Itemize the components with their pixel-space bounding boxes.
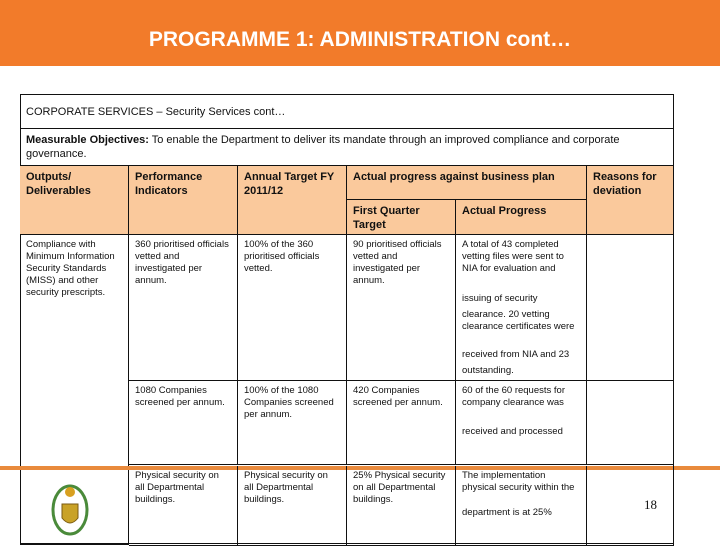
header-annual: Annual Target FY 2011/12 [238, 166, 347, 235]
actual-line: received from NIA and 23 [462, 349, 570, 360]
header-actual: Actual Progress [456, 200, 587, 235]
page-number: 18 [644, 497, 657, 512]
row2-actual [456, 381, 587, 465]
row1-annual: 100% of the 360 prioritised officials vetted. [238, 235, 347, 381]
row3-indicator: Physical security on all Departmental buildings. [129, 466, 238, 546]
actual-line: A total of 43 completed vetting files were sent to NIA for evaluation and [462, 239, 564, 274]
slide-title: PROGRAMME 1: ADMINISTRATION cont… [148, 28, 572, 51]
coat-of-arms-icon [50, 482, 90, 538]
actual-line: 60 of the 60 requests for company clearance was [462, 385, 565, 408]
header-progress: Actual progress against business plan [347, 166, 587, 200]
section-title: CORPORATE SERVICES – Security Services cont… [20, 94, 674, 129]
actual-line: received and processed [462, 426, 563, 437]
actual-line: The implementation physical security within the [462, 470, 575, 493]
row2-reasons [587, 381, 674, 465]
header-reasons: Reasons for deviation [587, 166, 674, 235]
row3-actual [456, 466, 587, 546]
row1-indicator: 360 prioritised officials vetted and investigated per annum. [129, 235, 238, 381]
row1-q1: 90 prioritised officials vetted and investigated per annum. [347, 235, 456, 381]
actual-line: issuing of security [462, 293, 538, 304]
output-cell: Compliance with Minimum Information Security Standards (MISS) and other security prescripts. [20, 235, 129, 545]
row2-q1: 420 Companies screened per annum. [347, 381, 456, 465]
actual-line: clearance. 20 vetting clearance certificates were [462, 309, 575, 332]
actual-line: department is at 25% [462, 507, 552, 518]
header-indicators: Performance Indicators [129, 166, 238, 235]
objective [20, 129, 674, 166]
objective-text: To enable the Department to deliver its mandate through an improved compliance and corporate governance. [26, 134, 620, 160]
row1-reasons [587, 235, 674, 381]
row2-annual: 100% of the 1080 Companies screened per annum. [238, 381, 347, 465]
row1-actual [456, 235, 587, 381]
row3-q1: 25% Physical security on all Departmental buildings. [347, 466, 456, 546]
header-outputs: Outputs/ Deliverables [20, 166, 129, 235]
row3-annual: Physical security on all Departmental buildings. [238, 466, 347, 546]
actual-line: outstanding. [462, 365, 514, 376]
public-works-logo [50, 482, 210, 538]
row2-indicator: 1080 Companies screened per annum. [129, 381, 238, 465]
row3-reasons [587, 466, 674, 546]
objective-label: Measurable Objectives: [26, 134, 149, 146]
header-q1: First Quarter Target [347, 200, 456, 235]
